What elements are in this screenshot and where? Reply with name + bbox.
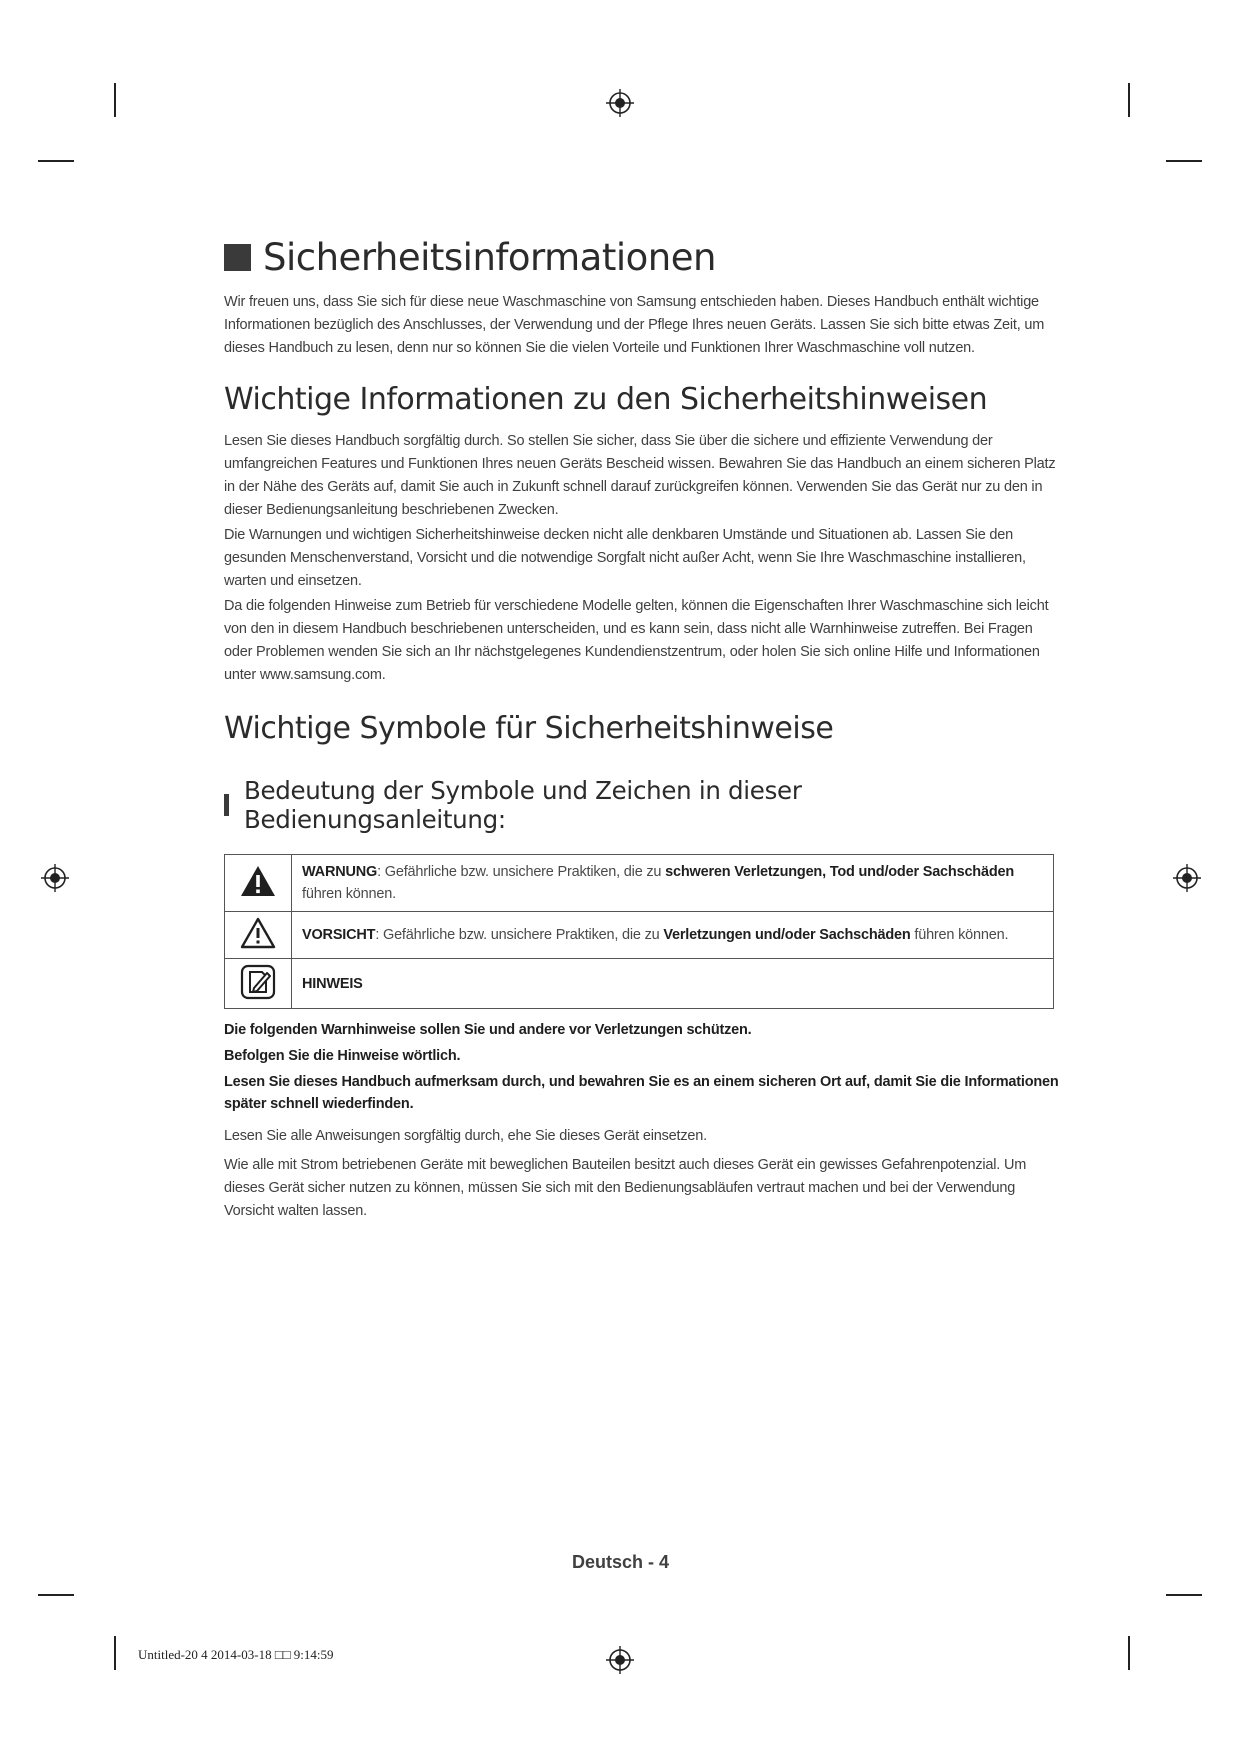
warning-text-bold: schweren Verletzungen, Tod und/oder Sachschäden	[665, 864, 1015, 880]
page-content	[224, 236, 1060, 1223]
bold-note: Befolgen Sie die Hinweise wörtlich.	[224, 1048, 461, 1064]
crop-mark	[114, 1636, 116, 1670]
registration-mark-icon	[605, 88, 635, 118]
section-heading-safety-info: Wichtige Informationen zu den Sicherheitshinweisen	[224, 382, 988, 417]
warning-filled-icon	[239, 864, 277, 898]
caution-outline-icon	[239, 916, 277, 950]
table-cell-text	[292, 912, 1054, 959]
table-cell-text	[292, 959, 1054, 1009]
crop-mark	[1128, 83, 1130, 117]
paragraph: Lesen Sie dieses Handbuch sorgfältig durch. So stellen Sie sicher, dass Sie über die sichere und effiziente Verwendung der umfangreichen Features und Funktionen Ihres neuen Geräts Bescheid wissen. Bewahren Sie das Handbuch an einem sicheren Platz in der Nähe des Geräts auf, damit Sie auch in Zukunft schnell darauf zurückgreifen können. Verwenden Sie das Gerät nur zu den in dieser Bedienungsanleitung beschriebenen Zwecken.	[224, 433, 1056, 518]
paragraph: Lesen Sie alle Anweisungen sorgfältig durch, ehe Sie dieses Gerät einsetzen.	[224, 1128, 707, 1144]
section-heading-safety-symbols: Wichtige Symbole für Sicherheitshinweise	[224, 711, 834, 746]
table-cell-icon	[225, 855, 292, 912]
crop-mark	[1166, 1594, 1202, 1596]
caution-text-post: führen können.	[910, 927, 1009, 943]
bold-note: Die folgenden Warnhinweise sollen Sie und andere vor Verletzungen schützen.	[224, 1022, 752, 1038]
crop-mark	[114, 83, 116, 117]
paragraph: Die Warnungen und wichtigen Sicherheitshinweise decken nicht alle denkbaren Umstände und Situationen ab. Lassen Sie den gesunden Menschenverstand, Vorsicht und die notwendige Sorgfalt nicht außer Acht, wenn Sie Ihre Waschmaschine installieren, warten und einsetzen.	[224, 527, 1026, 589]
table-row	[225, 912, 1054, 959]
caution-label: VORSICHT	[302, 927, 376, 943]
page-title-text: Sicherheitsinformationen	[263, 236, 716, 279]
table-cell-icon	[225, 959, 292, 1009]
caution-text-bold: Verletzungen und/oder Sachschäden	[663, 927, 911, 943]
warning-text-pre: : Gefährliche bzw. unsichere Praktiken, die zu	[377, 864, 666, 880]
warning-label: WARNUNG	[302, 864, 378, 880]
paragraph: Da die folgenden Hinweise zum Betrieb für verschiedene Modelle gelten, können die Eigenschaften Ihrer Waschmaschine sich leicht von den in diesem Handbuch beschriebenen unterscheiden, und es kann sein, dass nicht alle Warnhinweise zutreffen. Bei Fragen oder Problemen wenden Sie sich an Ihr nächstgelegenes Kundendienstzentrum, oder holen Sie sich online Hilfe und Informationen unter www.samsung.com.	[224, 598, 1049, 683]
registration-mark-icon	[40, 863, 70, 893]
table-row	[225, 855, 1054, 912]
crop-mark	[1128, 1636, 1130, 1670]
bold-note: Lesen Sie dieses Handbuch aufmerksam durch, und bewahren Sie es an einem sicheren Ort auf, damit Sie die Informationen später schnell wiederfinden.	[224, 1074, 1059, 1112]
registration-mark-icon	[1172, 863, 1202, 893]
crop-mark	[1166, 160, 1202, 162]
subsection-heading-text: Bedeutung der Symbole und Zeichen in dieser Bedienungsanleitung:	[243, 776, 802, 834]
crop-mark	[38, 1594, 74, 1596]
caution-text-pre: : Gefährliche bzw. unsichere Praktiken, die zu	[375, 927, 664, 943]
crop-mark	[38, 160, 74, 162]
heading-bar-icon	[224, 794, 229, 816]
registration-mark-icon	[605, 1645, 635, 1675]
intro-paragraph: Wir freuen uns, dass Sie sich für diese neue Waschmaschine von Samsung entschieden haben. Dieses Handbuch enthält wichtige Informationen bezüglich des Anschlusses, der Verwendung und der Pflege Ihres neuen Geräts. Lassen Sie sich bitte etwas Zeit, um dieses Handbuch zu lesen, denn nur so können Sie die vielen Vorteile und Funktionen Ihrer Waschmaschine voll nutzen.	[224, 294, 1045, 356]
subsection-heading	[224, 776, 1060, 834]
page-title	[224, 236, 1060, 279]
warning-text-post: führen können.	[302, 886, 396, 902]
table-row	[225, 959, 1054, 1009]
table-cell-text	[292, 855, 1054, 912]
paragraph: Wie alle mit Strom betriebenen Geräte mit beweglichen Bauteilen besitzt auch dieses Gerät ein gewisses Gefahrenpotenzial. Um dieses Gerät sicher nutzen zu können, müssen Sie sich mit den Bedienungsabläufen vertraut machen und bei der Verwendung Vorsicht walten lassen.	[224, 1157, 1027, 1219]
page-number: Deutsch - 4	[571, 1552, 670, 1572]
note-icon	[240, 964, 276, 1000]
title-square-icon	[224, 244, 251, 271]
symbols-table	[224, 854, 1054, 1009]
note-label: HINWEIS	[302, 975, 363, 992]
print-slug: Untitled-20 4 2014-03-18 □□ 9:14:59	[138, 1647, 334, 1662]
table-cell-icon	[225, 912, 292, 959]
